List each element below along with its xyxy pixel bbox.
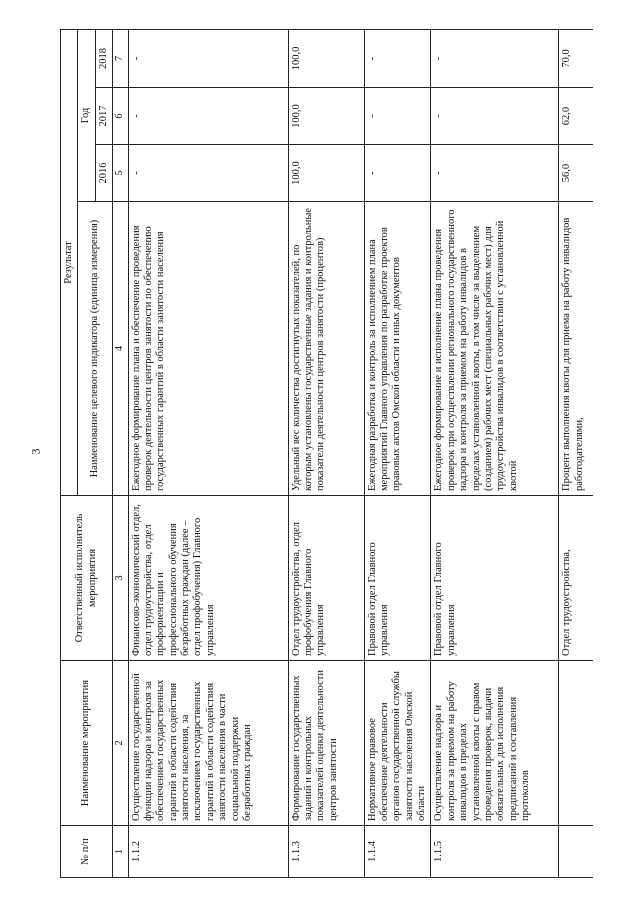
row-name: Осуществление надзора и контроля за приемом на работу инвалидов в пределах установленной квоты с правом проведения проверок, выдачи обязательных для исполнения предписаний и составления протоколов (431, 661, 559, 826)
row-value-2016: - (364, 145, 431, 202)
row-num: 1.1.2 (128, 826, 288, 878)
column-number: 4 (113, 202, 128, 496)
row-value-2016: 100,0 (288, 145, 364, 202)
rotated-table-container (60, 30, 640, 878)
row-value-2018: 100,0 (288, 29, 364, 87)
table-row (559, 29, 593, 877)
measures-table (60, 29, 593, 878)
row-num (559, 826, 593, 878)
column-number: 2 (113, 661, 128, 826)
row-num: 1.1.3 (288, 826, 364, 878)
table-row (364, 29, 431, 877)
row-indicator: Ежегодная разработка и контроль за исполнением плана мероприятий Главного управления по разработке проектов правовых актов Омской области и иных документов (364, 202, 431, 496)
column-number: 3 (113, 496, 128, 661)
header-name: Наименование мероприятия (61, 661, 113, 826)
column-numbers-row (113, 29, 128, 877)
column-number: 5 (113, 145, 128, 202)
rotated-table-frame (60, 30, 640, 878)
row-responsible: Финансово-экономический отдел, отдел трудоустройства, отдел профориентации и профессионального обучения безработных граждан (далее – отдел профобучения) Главного управления (128, 496, 288, 661)
row-indicator: Удельный вес количества достигнутых показателей, по которым установлены государственные задания и контрольные показатели деятельности центров занятости (процентов) (288, 202, 364, 496)
header-year-2017: 2017 (95, 88, 112, 145)
row-value-2016: - (431, 145, 559, 202)
row-value-2018: - (364, 29, 431, 87)
row-responsible: Правовой отдел Главного управления (431, 496, 559, 661)
header-year-2016: 2016 (95, 145, 112, 202)
column-number: 7 (113, 29, 128, 87)
row-name: Нормативное правовое обеспечение деятельности органов государственной службы занятости населения Омской области (364, 661, 431, 826)
row-indicator: Процент выполнения квоты для приема на работу инвалидов работодателями, (559, 202, 593, 496)
row-name (559, 661, 593, 826)
row-value-2017: 62,0 (559, 88, 593, 145)
header-num: № п/п (61, 826, 113, 878)
row-value-2017: - (431, 88, 559, 145)
column-number: 1 (113, 826, 128, 878)
row-num: 1.1.4 (364, 826, 431, 878)
header-year-2018: 2018 (95, 29, 112, 87)
column-number: 6 (113, 88, 128, 145)
header-indicator: Наименование целевого индикатора (единица измерения) (78, 202, 113, 496)
row-indicator: Ежегодное формирование и исполнение плана проведения проверок при осуществлении регионального государственного надзора и контроля за приемом на работу инвалидов в пределах установленной квоты, в том числе за выделением (созданием) рабочих мест (специальных рабочих мест) для трудоустройства инвалидов в соответствии с установленной квотой (431, 202, 559, 496)
table-row (431, 29, 559, 877)
header-result: Результат (61, 29, 78, 495)
row-value-2018: - (431, 29, 559, 87)
table-row (128, 29, 288, 877)
page-number: 3 (28, 448, 43, 455)
row-value-2017: - (364, 88, 431, 145)
table-row (288, 29, 364, 877)
header-row-1 (61, 29, 78, 877)
row-responsible: Правовой отдел Главного управления (364, 496, 431, 661)
row-value-2018: 70,0 (559, 29, 593, 87)
row-responsible: Отдел трудоустройства, (559, 496, 593, 661)
row-num: 1.1.5 (431, 826, 559, 878)
row-value-2017: 100,0 (288, 88, 364, 145)
row-indicator: Ежегодное формирование плана и обеспечение проведения проверок деятельности центров занятости по обеспечению государственных гарантий в области занятости населения (128, 202, 288, 496)
row-responsible: Отдел трудоустройства, отдел профобучения Главного управления (288, 496, 364, 661)
row-name: Осуществление государственной функции надзора и контроля за обеспечением государственных гарантий в области содействия занятости населения, за исключением государственных гарантий в области содействия занятости населения в части социальной поддержки безработных граждан (128, 661, 288, 826)
row-name: Формирование государственных заданий и контрольных показателей оценки деятельности центров занятости (288, 661, 364, 826)
row-value-2017: - (128, 88, 288, 145)
row-value-2016: 56,0 (559, 145, 593, 202)
row-value-2016: - (128, 145, 288, 202)
row-value-2018: - (128, 29, 288, 87)
header-year: Год (78, 29, 95, 201)
header-responsible: Ответственный исполнитель мероприятия (61, 496, 113, 661)
